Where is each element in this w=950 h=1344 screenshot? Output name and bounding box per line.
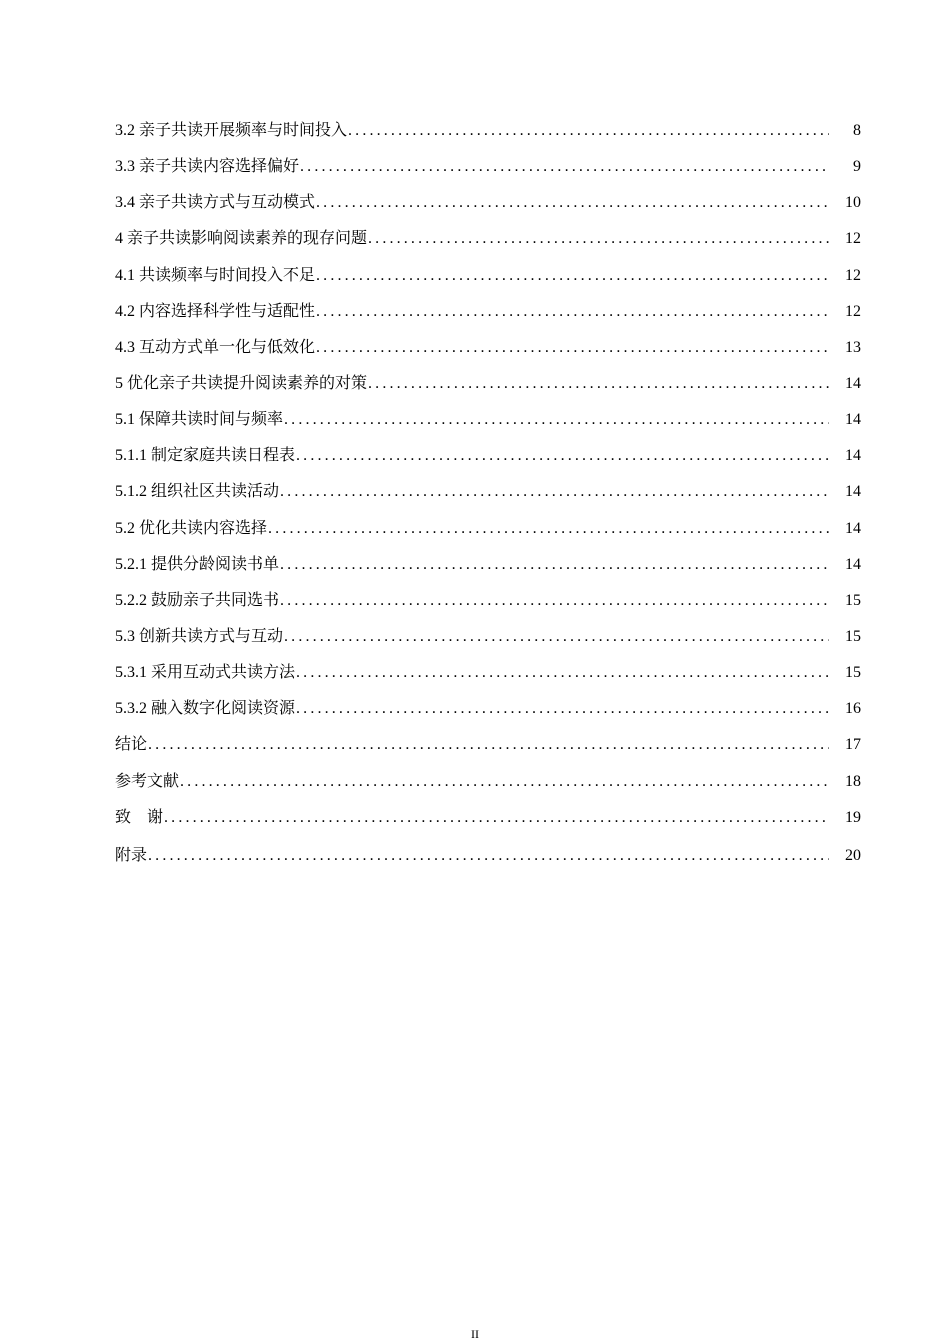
toc-entry-title: 4 亲子共读影响阅读素养的现存问题 xyxy=(115,230,368,248)
toc-entry[interactable] xyxy=(115,764,861,800)
toc-entry-page: 8 xyxy=(853,122,861,139)
toc-dot-leader xyxy=(164,800,829,836)
toc-entry-page: 14 xyxy=(845,447,861,465)
toc-entry[interactable] xyxy=(115,294,861,330)
toc-entry-title: 5.1.2 组织社区共读活动 xyxy=(115,483,280,501)
toc-dot-leader xyxy=(300,149,829,185)
toc-dot-leader xyxy=(280,583,829,619)
toc-entry-title: 5.2.1 提供分龄阅读书单 xyxy=(115,555,280,573)
toc-entry[interactable] xyxy=(115,619,861,655)
toc-dot-leader xyxy=(280,474,829,510)
toc-entry-title: 5.1.1 制定家庭共读日程表 xyxy=(115,447,296,465)
toc-entry-title: 3.2 亲子共读开展频率与时间投入 xyxy=(115,122,348,139)
toc-entry[interactable] xyxy=(115,438,861,474)
toc-entry-page: 18 xyxy=(845,772,861,790)
toc-dot-leader xyxy=(368,366,829,402)
toc-entry-title: 3.4 亲子共读方式与互动模式 xyxy=(115,194,316,212)
toc-entry[interactable] xyxy=(115,727,861,763)
toc-entry-title: 3.3 亲子共读内容选择偏好 xyxy=(115,158,300,176)
toc-entry-page: 15 xyxy=(845,664,861,682)
toc-entry[interactable] xyxy=(115,800,861,836)
toc-entry[interactable] xyxy=(115,330,861,366)
toc-entry-title: 参考文献 xyxy=(115,772,180,790)
toc-entry-title: 5.2 优化共读内容选择 xyxy=(115,519,268,537)
toc-dot-leader xyxy=(148,727,829,763)
toc-entry[interactable] xyxy=(115,185,861,221)
toc-entry[interactable] xyxy=(115,258,861,294)
toc-entry[interactable] xyxy=(115,474,861,510)
toc-entry-page: 10 xyxy=(845,194,861,212)
toc-entry-page: 12 xyxy=(845,302,861,320)
toc-entry-title: 5 优化亲子共读提升阅读素养的对策 xyxy=(115,374,368,392)
toc-entry-title: 5.2.2 鼓励亲子共同选书 xyxy=(115,591,280,609)
toc-dot-leader xyxy=(316,185,829,221)
toc-entry[interactable] xyxy=(115,221,861,257)
toc-entry-title: 5.3.1 采用互动式共读方法 xyxy=(115,664,296,682)
toc-entry-page: 14 xyxy=(845,483,861,501)
toc-entry[interactable] xyxy=(115,402,861,438)
toc-entry-page: 19 xyxy=(845,808,861,826)
toc-entry-title: 结论 xyxy=(115,736,148,754)
toc-dot-leader xyxy=(368,221,829,257)
toc-entry-page: 15 xyxy=(845,627,861,645)
toc-entry[interactable] xyxy=(115,838,861,874)
toc-entry-title: 5.1 保障共读时间与频率 xyxy=(115,411,284,429)
toc-entry-page: 14 xyxy=(845,374,861,392)
toc-dot-leader xyxy=(180,764,829,800)
toc-dot-leader xyxy=(296,691,829,727)
toc-entry[interactable] xyxy=(115,547,861,583)
toc-entry-page: 9 xyxy=(853,158,861,176)
toc-entry-page: 12 xyxy=(845,266,861,284)
toc-dot-leader xyxy=(316,330,829,366)
toc-dot-leader xyxy=(296,438,829,474)
toc-entry-title: 4.1 共读频率与时间投入不足 xyxy=(115,266,316,284)
toc-dot-leader xyxy=(148,838,829,874)
toc-entry[interactable] xyxy=(115,511,861,547)
toc-entry[interactable] xyxy=(115,583,861,619)
toc-entry-page: 13 xyxy=(845,338,861,356)
toc-entry[interactable] xyxy=(115,366,861,402)
toc-dot-leader xyxy=(348,113,829,149)
toc-entry-page: 15 xyxy=(845,591,861,609)
toc-dot-leader xyxy=(268,511,829,547)
toc-dot-leader xyxy=(316,258,829,294)
toc-entry[interactable] xyxy=(115,655,861,691)
toc-entry-title: 5.3 创新共读方式与互动 xyxy=(115,627,284,645)
toc-entry-title: 附录 xyxy=(115,846,148,864)
toc-dot-leader xyxy=(280,547,829,583)
toc-entry[interactable] xyxy=(115,149,861,185)
toc-entry[interactable] xyxy=(115,691,861,727)
toc-entry-page: 14 xyxy=(845,411,861,429)
toc-dot-leader xyxy=(284,619,829,655)
toc-entry-title: 致 谢 xyxy=(115,808,164,826)
toc-dot-leader xyxy=(296,655,829,691)
toc-entry-page: 17 xyxy=(845,736,861,754)
toc-entry[interactable] xyxy=(115,113,861,149)
toc-entry-page: 20 xyxy=(845,846,861,864)
toc-entry-page: 12 xyxy=(845,230,861,248)
page-number: II xyxy=(471,1327,479,1341)
toc-entry-title: 4.2 内容选择科学性与适配性 xyxy=(115,302,316,320)
toc-entry-page: 14 xyxy=(845,555,861,573)
toc-entry-page: 14 xyxy=(845,519,861,537)
toc-entry-title: 4.3 互动方式单一化与低效化 xyxy=(115,338,316,356)
toc-entry-page: 16 xyxy=(845,700,861,718)
toc-dot-leader xyxy=(316,294,829,330)
table-of-contents xyxy=(115,113,861,874)
toc-dot-leader xyxy=(284,402,829,438)
toc-entry-title: 5.3.2 融入数字化阅读资源 xyxy=(115,700,296,718)
